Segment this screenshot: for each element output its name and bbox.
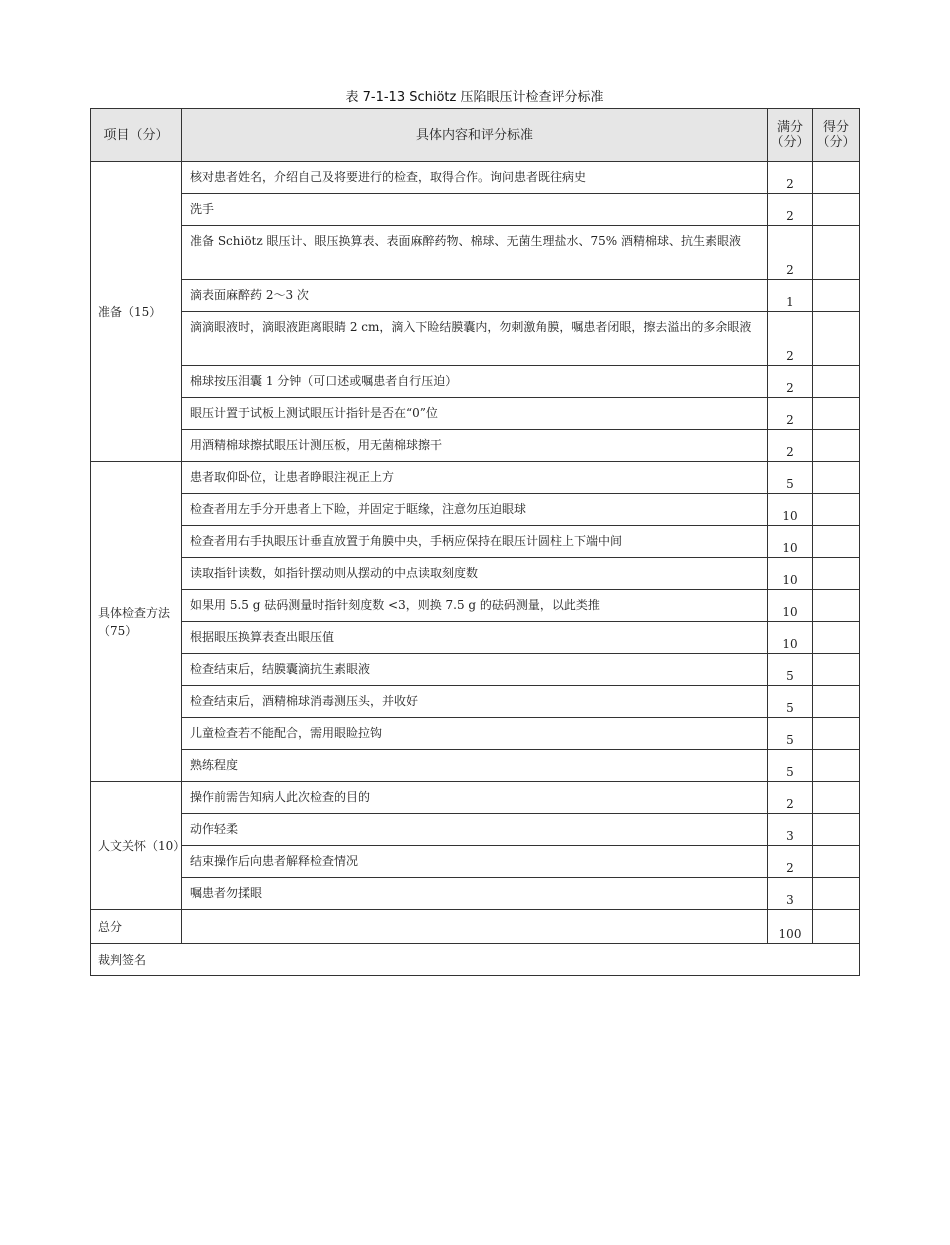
total-gained-cell[interactable] (813, 910, 860, 944)
full-score-value: 3 (768, 814, 813, 846)
criterion-text: 准备 Schiötz 眼压计、眼压换算表、表面麻醉药物、棉球、无菌生理盐水、75% 酒精棉球、抗生素眼液 (182, 226, 768, 280)
gained-score-cell[interactable] (813, 194, 860, 226)
table-row (91, 398, 860, 430)
total-row (91, 910, 860, 944)
gained-score-cell[interactable] (813, 398, 860, 430)
gained-score-cell[interactable] (813, 280, 860, 312)
full-score-value: 1 (768, 280, 813, 312)
criterion-text: 操作前需告知病人此次检查的目的 (182, 782, 768, 814)
table-row (91, 226, 860, 280)
section-name: 准备（15） (91, 162, 182, 462)
table-row (91, 194, 860, 226)
table-row (91, 814, 860, 846)
gained-score-cell[interactable] (813, 878, 860, 910)
criterion-text: 儿童检查若不能配合，需用眼睑拉钩 (182, 718, 768, 750)
gained-score-cell[interactable] (813, 686, 860, 718)
table-row (91, 782, 860, 814)
gained-score-cell[interactable] (813, 654, 860, 686)
table-caption: 表 7-1-13 Schiötz 压陷眼压计检查评分标准 (345, 90, 604, 105)
criterion-text: 动作轻柔 (182, 814, 768, 846)
gained-score-cell[interactable] (813, 430, 860, 462)
table-row (91, 430, 860, 462)
table-row (91, 312, 860, 366)
gained-score-cell[interactable] (813, 526, 860, 558)
full-score-value: 10 (768, 622, 813, 654)
gained-score-cell[interactable] (813, 590, 860, 622)
gained-score-cell[interactable] (813, 226, 860, 280)
criterion-text: 检查结束后，酒精棉球消毒测压头，并收好 (182, 686, 768, 718)
gained-score-cell[interactable] (813, 162, 860, 194)
criterion-text: 检查结束后，结膜囊滴抗生素眼液 (182, 654, 768, 686)
criterion-text: 根据眼压换算表查出眼压值 (182, 622, 768, 654)
total-score-value: 100 (768, 910, 813, 944)
criterion-text: 患者取仰卧位，让患者睁眼注视正上方 (182, 462, 768, 494)
table-body (91, 162, 860, 976)
table-row (91, 462, 860, 494)
gained-score-cell[interactable] (813, 782, 860, 814)
table-row (91, 686, 860, 718)
table-row (91, 654, 860, 686)
full-score-value: 5 (768, 686, 813, 718)
gained-score-cell[interactable] (813, 814, 860, 846)
full-score-value: 5 (768, 718, 813, 750)
section-name: 人文关怀（10） (91, 782, 182, 910)
total-content-cell (182, 910, 768, 944)
header-row (91, 109, 860, 162)
scoring-document (90, 88, 859, 976)
total-label: 总分 (91, 910, 182, 944)
gained-score-cell[interactable] (813, 494, 860, 526)
criterion-text: 用酒精棉球擦拭眼压计测压板，用无菌棉球擦干 (182, 430, 768, 462)
table-row (91, 526, 860, 558)
criterion-text: 熟练程度 (182, 750, 768, 782)
full-score-value: 2 (768, 312, 813, 366)
criterion-text: 结束操作后向患者解释检查情况 (182, 846, 768, 878)
gained-score-cell[interactable] (813, 462, 860, 494)
criterion-text: 洗手 (182, 194, 768, 226)
table-row (91, 590, 860, 622)
gained-score-cell[interactable] (813, 718, 860, 750)
full-score-value: 2 (768, 430, 813, 462)
full-score-value: 2 (768, 782, 813, 814)
gained-score-cell[interactable] (813, 558, 860, 590)
criterion-text: 眼压计置于试板上测试眼压计指针是否在“0”位 (182, 398, 768, 430)
full-score-value: 10 (768, 526, 813, 558)
criterion-text: 如果用 5.5 g 砝码测量时指针刻度数 <3，则换 7.5 g 的砝码测量，以此类推 (182, 590, 768, 622)
full-score-value: 10 (768, 590, 813, 622)
full-score-value: 2 (768, 226, 813, 280)
full-score-value: 5 (768, 654, 813, 686)
criterion-text: 检查者用右手执眼压计垂直放置于角膜中央，手柄应保持在眼压计圆柱上下端中间 (182, 526, 768, 558)
full-score-value: 2 (768, 366, 813, 398)
full-score-value: 2 (768, 194, 813, 226)
gained-score-cell[interactable] (813, 312, 860, 366)
gained-score-cell[interactable] (813, 622, 860, 654)
table-row (91, 622, 860, 654)
criterion-text: 核对患者姓名，介绍自己及将要进行的检查，取得合作。询问患者既往病史 (182, 162, 768, 194)
table-row (91, 494, 860, 526)
table-row (91, 750, 860, 782)
table-row (91, 878, 860, 910)
full-score-value: 5 (768, 462, 813, 494)
full-score-value: 3 (768, 878, 813, 910)
full-score-value: 5 (768, 750, 813, 782)
header-full-score: 满分 （分） (768, 109, 813, 162)
header-gained-score: 得分 （分） (813, 109, 860, 162)
criterion-text: 滴滴眼液时，滴眼液距离眼睛 2 cm，滴入下睑结膜囊内，勿刺激角膜，嘱患者闭眼，擦去溢出的多余眼液 (182, 312, 768, 366)
header-item: 项目（分） (91, 109, 182, 162)
table-row (91, 162, 860, 194)
table-row (91, 558, 860, 590)
full-score-value: 2 (768, 398, 813, 430)
table-row (91, 718, 860, 750)
full-score-value: 2 (768, 846, 813, 878)
criterion-text: 棉球按压泪囊 1 分钟（可口述或嘱患者自行压迫） (182, 366, 768, 398)
signature-label[interactable]: 裁判签名 (91, 944, 860, 976)
signature-row (91, 944, 860, 976)
gained-score-cell[interactable] (813, 366, 860, 398)
criterion-text: 嘱患者勿揉眼 (182, 878, 768, 910)
gained-score-cell[interactable] (813, 846, 860, 878)
header-content: 具体内容和评分标准 (182, 109, 768, 162)
criterion-text: 滴表面麻醉药 2～3 次 (182, 280, 768, 312)
table-row (91, 366, 860, 398)
table-row (91, 846, 860, 878)
full-score-value: 10 (768, 558, 813, 590)
section-name: 具体检查方法（75） (91, 462, 182, 782)
scoring-table (90, 108, 860, 976)
table-row (91, 280, 860, 312)
full-score-value: 10 (768, 494, 813, 526)
gained-score-cell[interactable] (813, 750, 860, 782)
criterion-text: 检查者用左手分开患者上下睑，并固定于眶缘，注意勿压迫眼球 (182, 494, 768, 526)
criterion-text: 读取指针读数，如指针摆动则从摆动的中点读取刻度数 (182, 558, 768, 590)
full-score-value: 2 (768, 162, 813, 194)
